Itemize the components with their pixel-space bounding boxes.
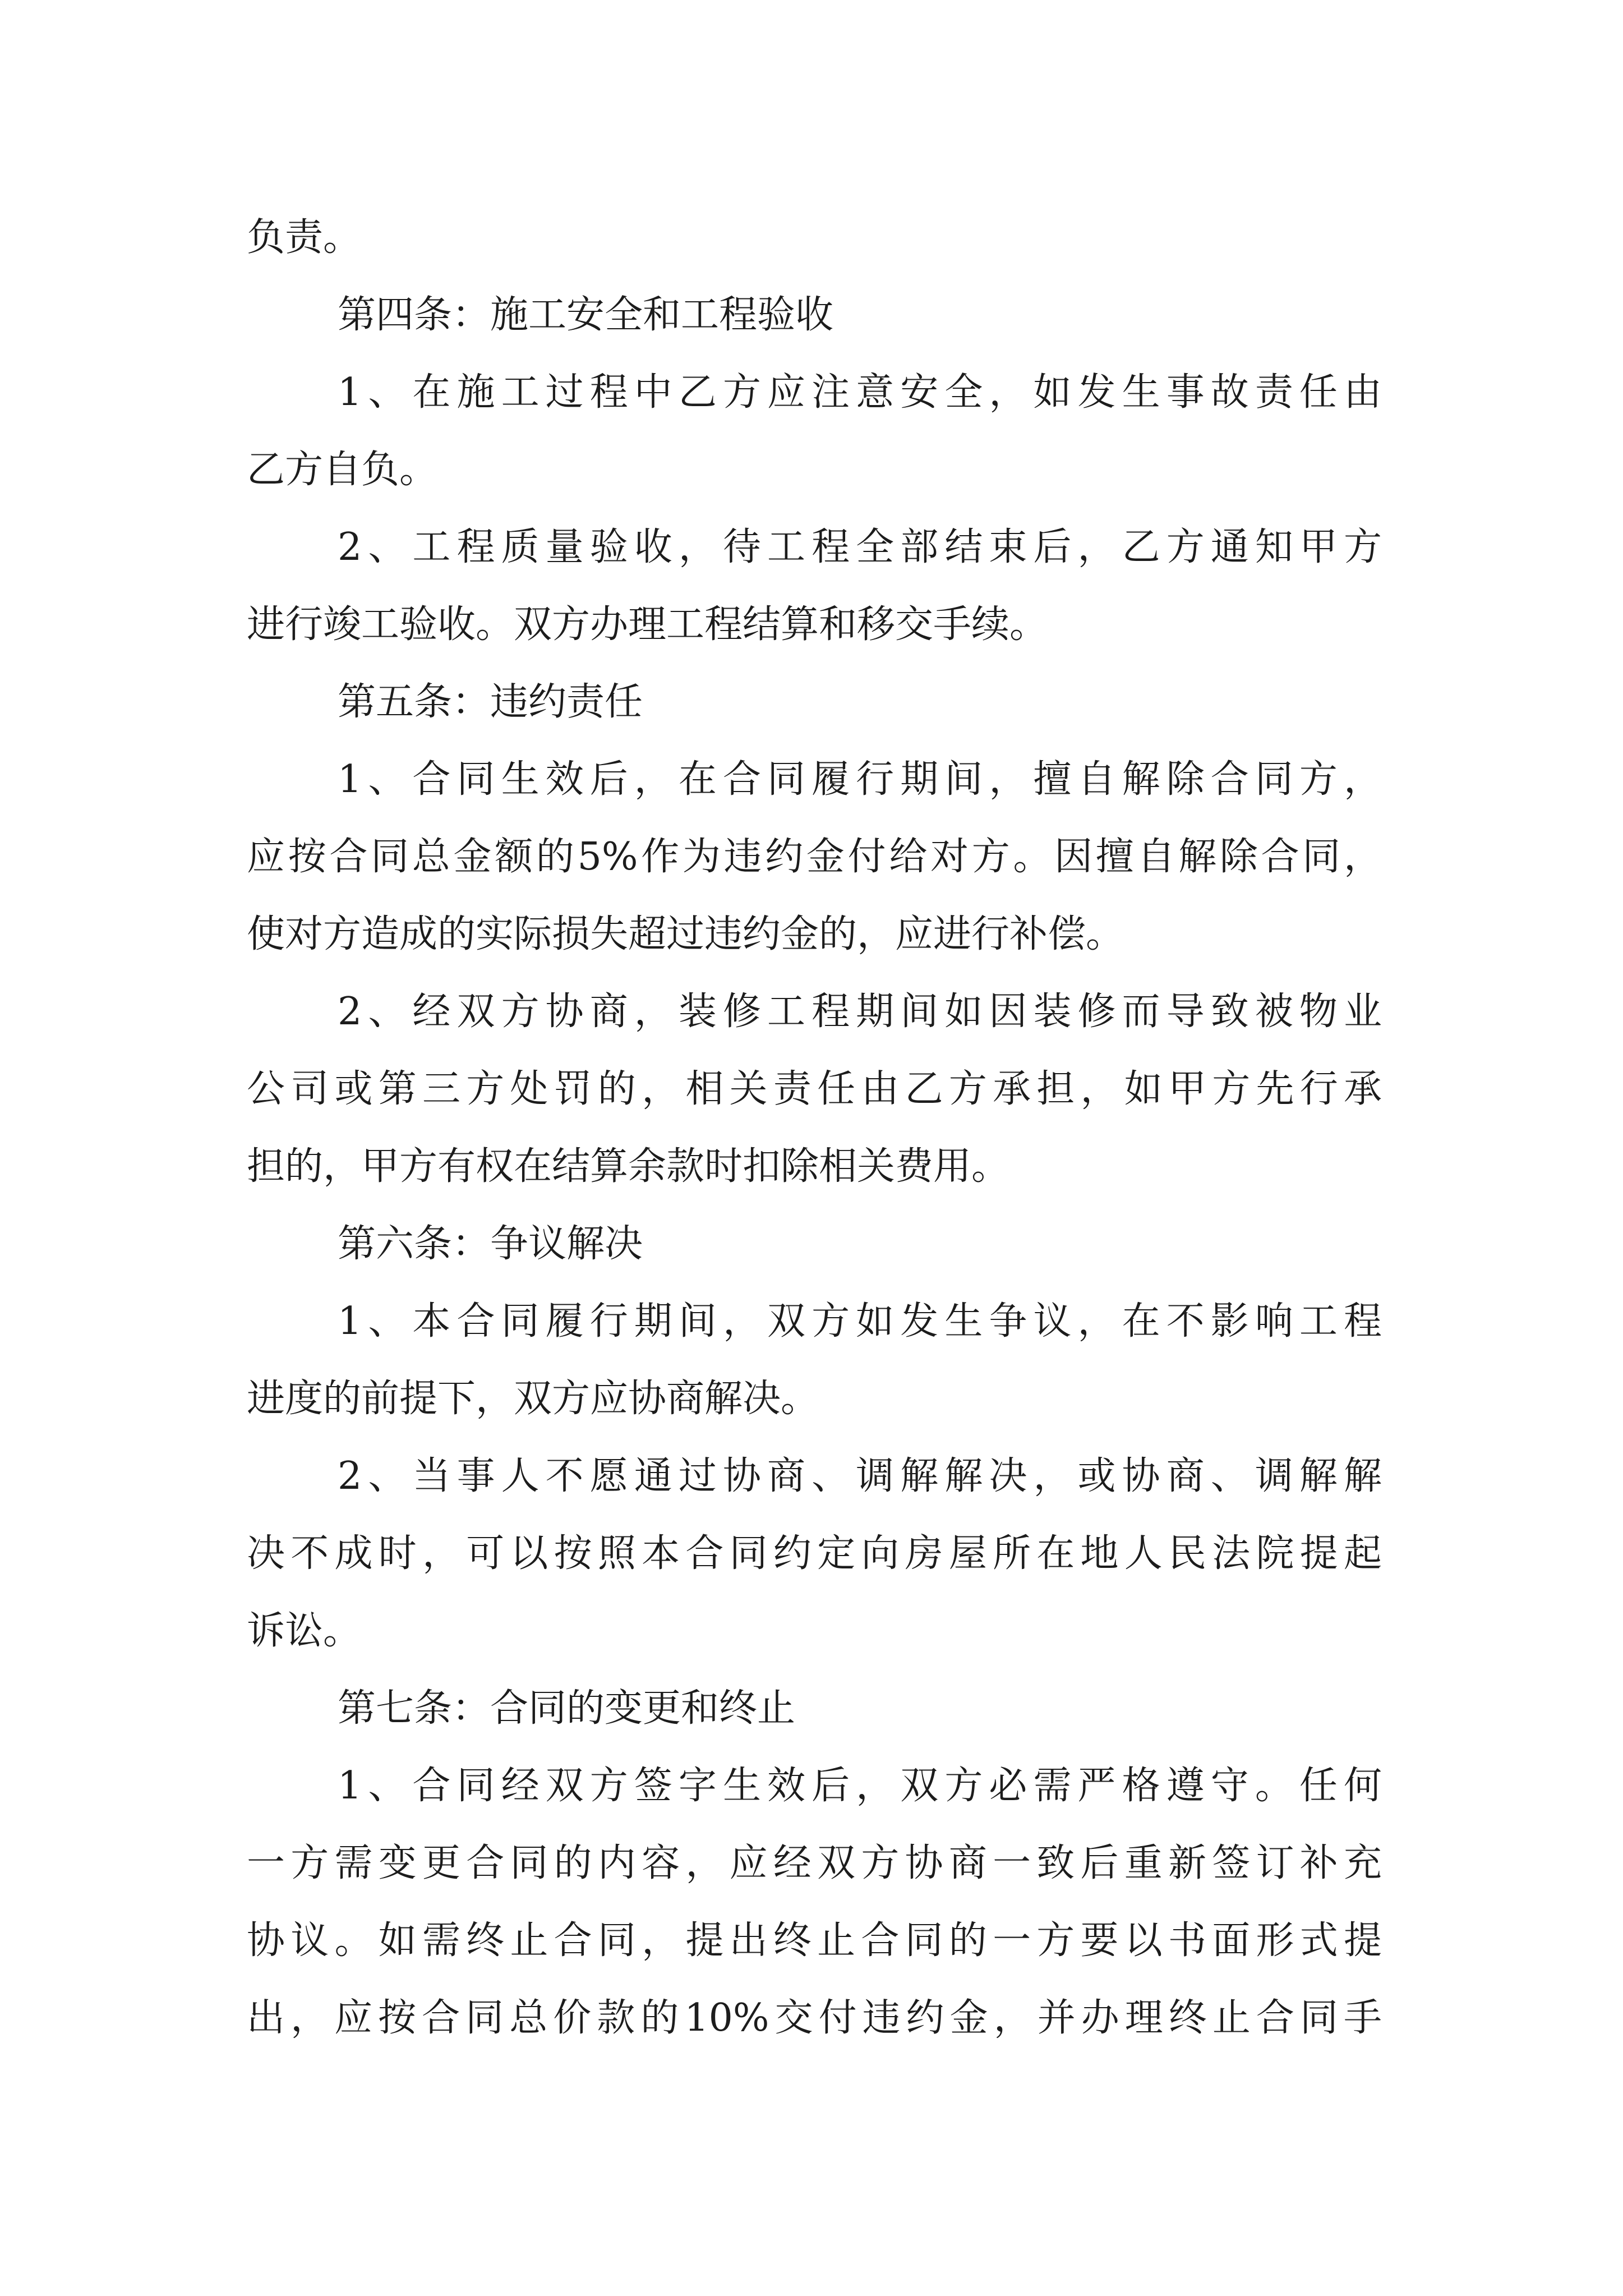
text-line-13: 担的，甲方有权在结算余款时扣除相关费用。 <box>247 1144 1010 1189</box>
text-line-21: 1、合同经双方签字生效后，双方必需严格遵守。任何 <box>338 1764 1382 1808</box>
text-line-14: 第六条：争议解决 <box>338 1222 643 1266</box>
text-line-4: 乙方自负。 <box>247 448 438 492</box>
document-page <box>247 199 1382 2057</box>
text-line-3: 1、在施工过程中乙方应注意安全，如发生事故责任由 <box>338 370 1382 415</box>
text-line-10: 使对方造成的实际损失超过违约金的，应进行补偿。 <box>247 912 1124 956</box>
text-line-15: 1、本合同履行期间，双方如发生争议，在不影响工程 <box>338 1299 1382 1343</box>
text-line-8: 1、合同生效后，在合同履行期间，擅自解除合同方， <box>338 757 1382 802</box>
text-line-20: 第七条：合同的变更和终止 <box>338 1686 796 1731</box>
text-line-18: 决不成时，可以按照本合同约定向房屋所在地人民法院提起 <box>247 1531 1382 1576</box>
text-line-9: 应按合同总金额的5%作为违约金付给对方。因擅自解除合同， <box>247 835 1382 879</box>
text-line-22: 一方需变更合同的内容，应经双方协商一致后重新签订补充 <box>247 1841 1382 1885</box>
text-line-24: 出，应按合同总价款的10%交付违约金，并办理终止合同手 <box>247 1996 1382 2040</box>
text-line-17: 2、当事人不愿通过协商、调解解决，或协商、调解解 <box>338 1454 1382 1498</box>
text-line-12: 公司或第三方处罚的，相关责任由乙方承担，如甲方先行承 <box>247 1067 1382 1111</box>
text-line-23: 协议。如需终止合同，提出终止合同的一方要以书面形式提 <box>247 1918 1382 1963</box>
text-line-5: 2、工程质量验收，待工程全部结束后，乙方通知甲方 <box>338 525 1382 569</box>
text-line-7: 第五条：违约责任 <box>338 680 643 724</box>
text-line-1: 负责。 <box>247 215 362 260</box>
text-line-6: 进行竣工验收。双方办理工程结算和移交手续。 <box>247 602 1048 647</box>
text-line-19: 诉讼。 <box>247 1609 362 1653</box>
text-line-16: 进度的前提下，双方应协商解决。 <box>247 1377 819 1421</box>
text-line-11: 2、经双方协商，装修工程期间如因装修而导致被物业 <box>338 990 1382 1034</box>
text-line-2: 第四条：施工安全和工程验收 <box>338 293 834 337</box>
